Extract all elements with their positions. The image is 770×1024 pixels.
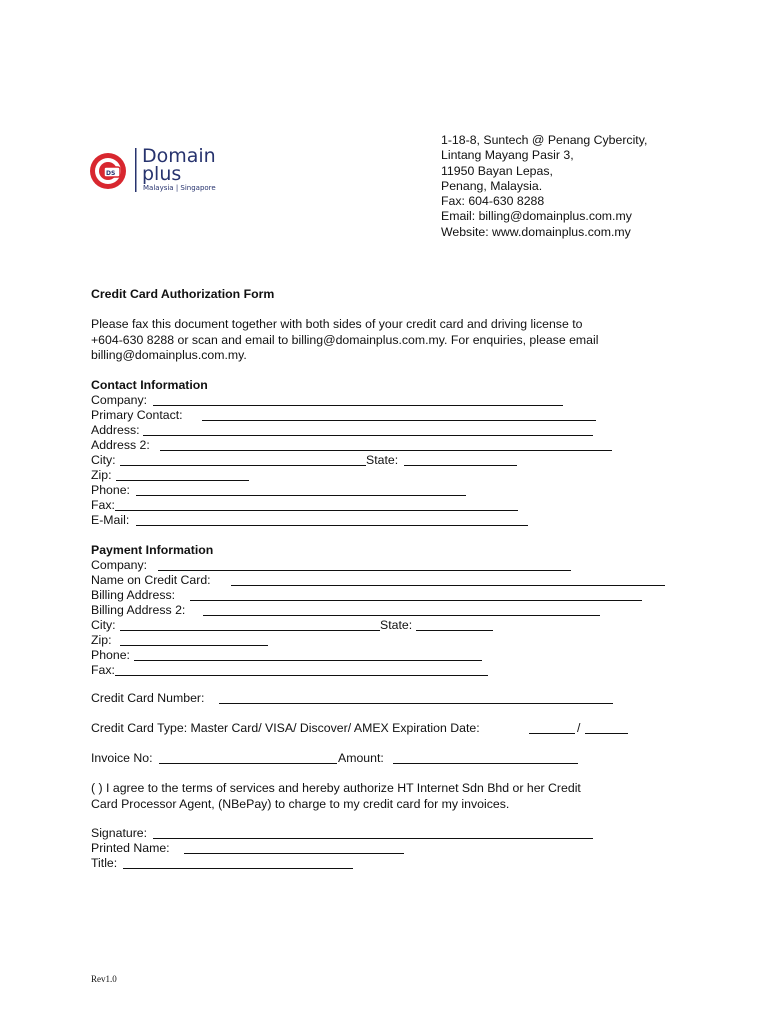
payment-fax-field[interactable] bbox=[115, 675, 488, 676]
intro-line: Please fax this document together with both sides of your credit card and driving license to bbox=[91, 317, 583, 331]
contact-heading: Contact Information bbox=[91, 378, 208, 392]
website-line: Website: www.domainplus.com.my bbox=[441, 224, 631, 239]
company-address bbox=[441, 133, 647, 240]
address-line: Lintang Mayang Pasir 3, bbox=[441, 148, 574, 163]
payment-fax-label: Fax: bbox=[91, 663, 115, 677]
payment-state-field[interactable] bbox=[416, 630, 493, 631]
svg-text:DS: DS bbox=[106, 170, 116, 177]
contact-company-label: Company: bbox=[91, 393, 148, 407]
contact-phone-label: Phone: bbox=[91, 483, 130, 497]
company-logo bbox=[88, 143, 248, 199]
intro-line: billing@domainplus.com.my. bbox=[91, 348, 247, 363]
printed-name-field[interactable] bbox=[184, 853, 404, 854]
address-line: Penang, Malaysia. bbox=[441, 178, 543, 193]
contact-email-label: E-Mail: bbox=[91, 513, 130, 527]
payment-city-label: City: bbox=[91, 618, 116, 632]
contact-email-field[interactable] bbox=[136, 525, 528, 526]
contact-state-field[interactable] bbox=[404, 465, 517, 466]
expiration-month-field[interactable] bbox=[529, 733, 575, 734]
contact-address2-label: Address 2: bbox=[91, 438, 150, 452]
payment-phone-field[interactable] bbox=[134, 660, 482, 661]
payment-zip-field[interactable] bbox=[120, 645, 268, 646]
logo-wordmark-line2: plus bbox=[142, 163, 182, 185]
payment-zip-label: Zip: bbox=[91, 633, 112, 647]
contact-address-label: Address: bbox=[91, 423, 140, 437]
card-number-field[interactable] bbox=[219, 703, 613, 704]
title-field[interactable] bbox=[123, 868, 353, 869]
expiration-separator: / bbox=[577, 721, 581, 735]
contact-primary-label: Primary Contact: bbox=[91, 408, 183, 422]
logo-tagline: Malaysia | Singapore bbox=[143, 184, 216, 192]
card-type-label: Credit Card Type: Master Card/ VISA/ Discover/ AMEX Expiration Date: bbox=[91, 721, 480, 735]
email-line: Email: billing@domainplus.com.my bbox=[441, 209, 632, 224]
card-number-label: Credit Card Number: bbox=[91, 691, 205, 705]
invoice-field[interactable] bbox=[159, 763, 337, 764]
logo-wordmark-line1: Domain bbox=[142, 145, 216, 167]
contact-city-field[interactable] bbox=[120, 465, 366, 466]
payment-company-field[interactable] bbox=[158, 570, 571, 571]
payment-city-field[interactable] bbox=[120, 630, 380, 631]
intro-line: +604-630 8288 or scan and email to billing@domainplus.com.my. For enquiries, please email bbox=[91, 332, 599, 347]
form-title: Credit Card Authorization Form bbox=[91, 287, 275, 301]
contact-state-label: State: bbox=[366, 453, 399, 467]
payment-billing-address2-label: Billing Address 2: bbox=[91, 603, 186, 617]
agreement-line: ( ) I agree to the terms of services and hereby authorize HT Internet Sdn Bhd or her Credit bbox=[91, 781, 581, 795]
payment-name-label: Name on Credit Card: bbox=[91, 573, 211, 587]
agreement-text bbox=[91, 781, 691, 812]
fax-line: Fax: 604-630 8288 bbox=[441, 194, 545, 209]
agreement-line: Card Processor Agent, (NBePay) to charge to my credit card for my invoices. bbox=[91, 796, 510, 811]
printed-name-label: Printed Name: bbox=[91, 841, 170, 855]
contact-primary-field[interactable] bbox=[202, 420, 596, 421]
invoice-label: Invoice No: bbox=[91, 751, 153, 765]
contact-address2-field[interactable] bbox=[160, 450, 612, 451]
address-line: 1-18-8, Suntech @ Penang Cybercity, bbox=[441, 133, 648, 147]
amount-label: Amount: bbox=[338, 751, 384, 765]
amount-field[interactable] bbox=[393, 763, 578, 764]
contact-zip-field[interactable] bbox=[116, 480, 249, 481]
contact-phone-field[interactable] bbox=[136, 495, 466, 496]
payment-billing-address-field[interactable] bbox=[190, 600, 642, 601]
contact-address-field[interactable] bbox=[143, 435, 593, 436]
contact-fax-label: Fax: bbox=[91, 498, 115, 512]
revision-footer: Rev1.0 bbox=[91, 974, 117, 984]
signature-label: Signature: bbox=[91, 826, 148, 840]
signature-field[interactable] bbox=[153, 838, 593, 839]
payment-billing-address2-field[interactable] bbox=[203, 615, 600, 616]
contact-fax-field[interactable] bbox=[115, 510, 518, 511]
contact-company-field[interactable] bbox=[153, 405, 563, 406]
payment-billing-address-label: Billing Address: bbox=[91, 588, 176, 602]
contact-city-label: City: bbox=[91, 453, 116, 467]
payment-company-label: Company: bbox=[91, 558, 148, 572]
payment-heading: Payment Information bbox=[91, 543, 214, 557]
payment-name-field[interactable] bbox=[231, 585, 665, 586]
payment-phone-label: Phone: bbox=[91, 648, 130, 662]
payment-state-label: State: bbox=[380, 618, 413, 632]
intro-paragraph bbox=[91, 317, 691, 364]
address-line: 11950 Bayan Lepas, bbox=[441, 163, 553, 178]
contact-zip-label: Zip: bbox=[91, 468, 112, 482]
expiration-year-field[interactable] bbox=[585, 733, 628, 734]
title-label: Title: bbox=[91, 856, 118, 870]
